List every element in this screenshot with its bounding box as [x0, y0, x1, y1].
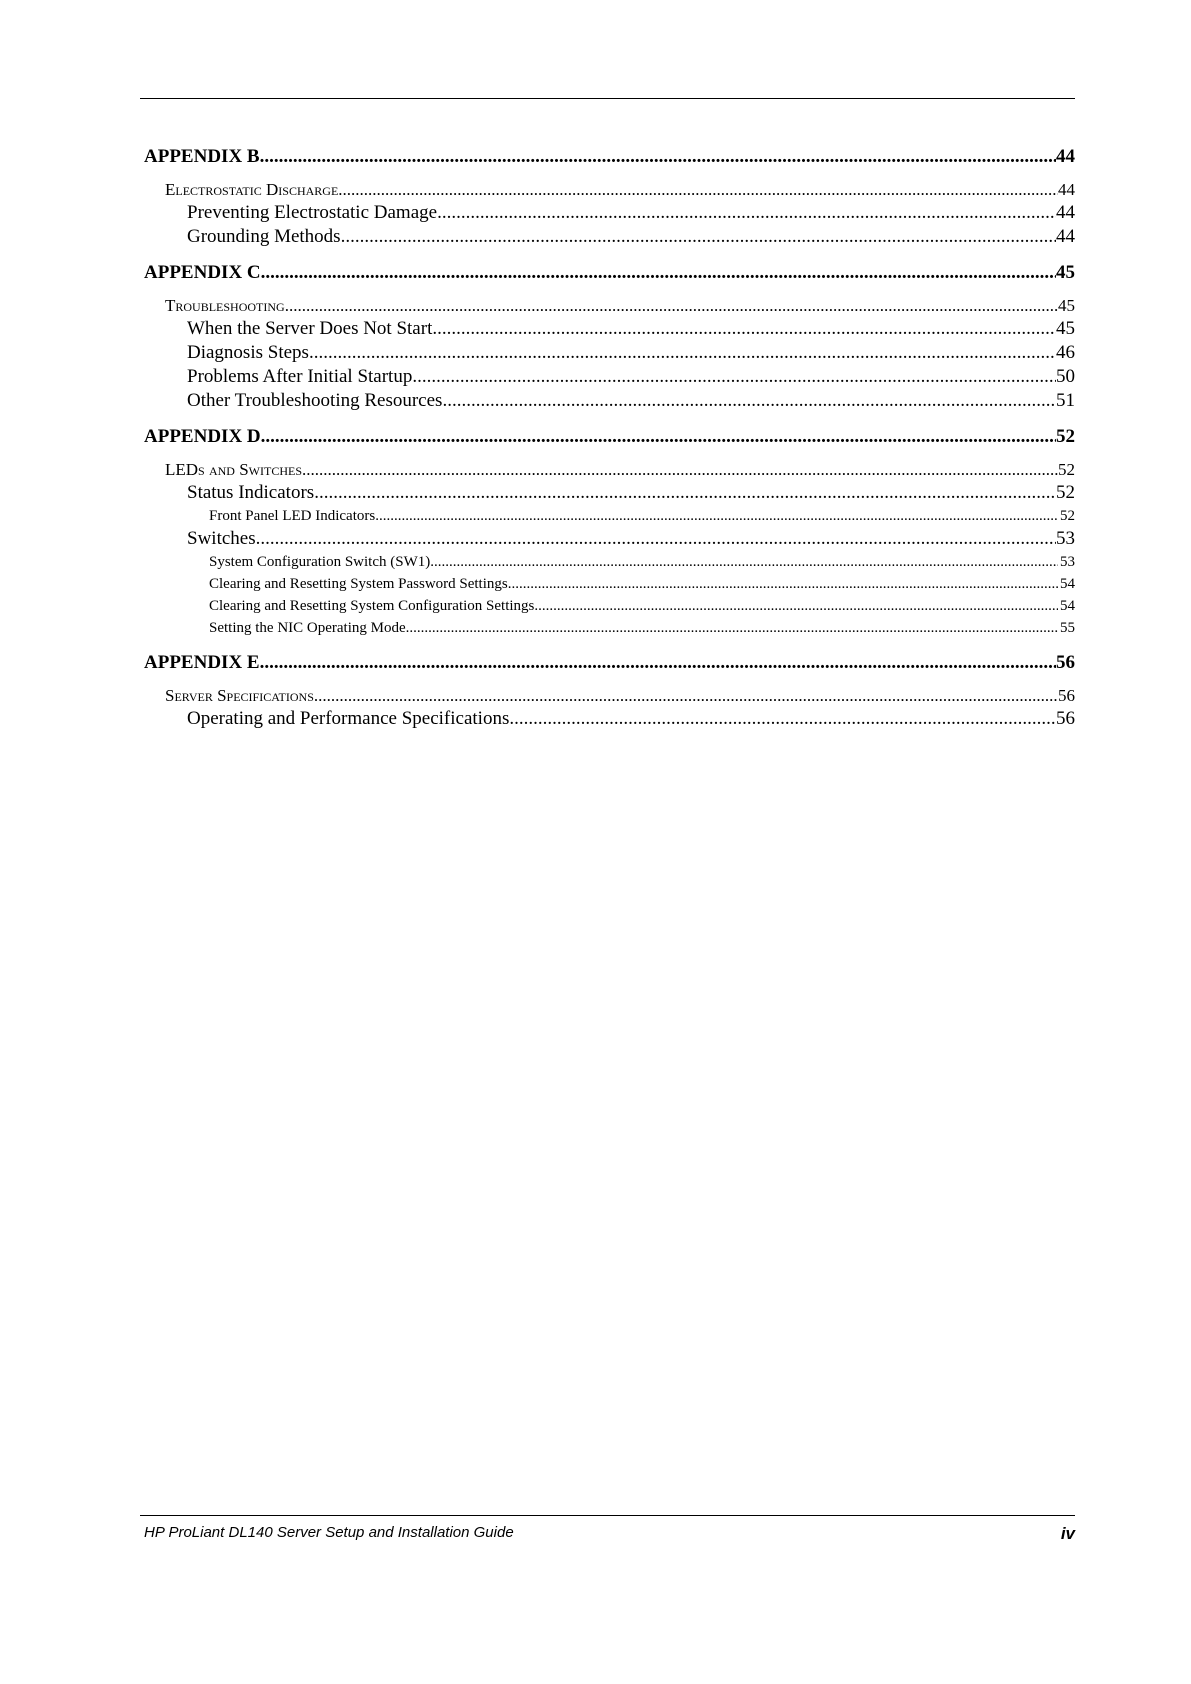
- dot-leader: [338, 179, 1058, 201]
- toc-entry-page-number: 52: [1060, 508, 1075, 524]
- toc-entry-title: Grounding Methods: [187, 226, 341, 247]
- toc-entry-level-3[interactable]: [144, 707, 1075, 731]
- table-of-contents: [144, 145, 1075, 731]
- toc-entry-level-3[interactable]: [144, 225, 1075, 249]
- toc-entry-title: APPENDIX B: [144, 146, 260, 167]
- toc-entry-page-number: 54: [1060, 576, 1075, 592]
- toc-entry-page-number: 56: [1056, 652, 1075, 673]
- toc-entry-page-number: 50: [1056, 366, 1075, 387]
- toc-entry-title: Front Panel LED Indicators: [209, 508, 376, 524]
- dot-leader: [509, 707, 1056, 731]
- toc-entry-page-number: 44: [1056, 226, 1075, 247]
- dot-leader: [375, 505, 1058, 527]
- dot-leader: [261, 261, 1056, 285]
- footer-rule: [140, 1515, 1075, 1516]
- toc-entry-level-4[interactable]: [144, 595, 1075, 617]
- toc-entry-level-1[interactable]: [144, 261, 1075, 285]
- toc-entry-title: Diagnosis Steps: [187, 342, 309, 363]
- dot-leader: [256, 527, 1056, 551]
- toc-entry-page-number: 44: [1058, 180, 1075, 199]
- dot-leader: [314, 481, 1056, 505]
- toc-entry-level-4[interactable]: [144, 573, 1075, 595]
- toc-entry-level-3[interactable]: [144, 481, 1075, 505]
- dot-leader: [309, 341, 1056, 365]
- toc-entry-title: Clearing and Resetting System Password Settings: [209, 576, 508, 592]
- toc-entry-page-number: 52: [1056, 482, 1075, 503]
- toc-entry-page-number: 56: [1056, 708, 1075, 729]
- toc-entry-page-number: 45: [1056, 318, 1075, 339]
- footer-page-number: iv: [1060, 1524, 1075, 1543]
- toc-entry-title: APPENDIX C: [144, 262, 261, 283]
- page-footer: [144, 1524, 1075, 1544]
- dot-leader: [442, 389, 1056, 413]
- toc-entry-page-number: 44: [1056, 146, 1075, 167]
- dot-leader: [430, 551, 1058, 573]
- toc-entry-title: Preventing Electrostatic Damage: [187, 202, 438, 223]
- toc-entry-level-3[interactable]: [144, 389, 1075, 413]
- toc-entry-title: Status Indicators: [187, 482, 315, 503]
- toc-entry-level-3[interactable]: [144, 365, 1075, 389]
- dot-leader: [314, 685, 1058, 707]
- dot-leader: [302, 459, 1058, 481]
- toc-entry-level-4[interactable]: [144, 505, 1075, 527]
- toc-entry-level-4[interactable]: [144, 551, 1075, 573]
- toc-entry-page-number: 44: [1056, 202, 1075, 223]
- toc-entry-title: Troubleshooting: [165, 296, 285, 315]
- footer-document-title: HP ProLiant DL140 Server Setup and Installation Guide: [144, 1524, 514, 1541]
- toc-entry-title: APPENDIX D: [144, 426, 261, 447]
- toc-entry-level-3[interactable]: [144, 527, 1075, 551]
- toc-entry-page-number: 52: [1058, 460, 1075, 479]
- toc-entry-level-2[interactable]: [144, 295, 1075, 317]
- toc-entry-page-number: 55: [1060, 620, 1075, 636]
- toc-entry-title: Server Specifications: [165, 686, 314, 705]
- toc-entry-level-3[interactable]: [144, 317, 1075, 341]
- toc-entry-level-1[interactable]: [144, 651, 1075, 675]
- toc-entry-title: Other Troubleshooting Resources: [187, 390, 443, 411]
- dot-leader: [432, 317, 1056, 341]
- dot-leader: [260, 651, 1056, 675]
- toc-entry-page-number: 54: [1060, 598, 1075, 614]
- toc-entry-page-number: 46: [1056, 342, 1075, 363]
- toc-entry-title: Operating and Performance Specifications: [187, 708, 510, 729]
- toc-entry-level-2[interactable]: [144, 459, 1075, 481]
- toc-entry-title: APPENDIX E: [144, 652, 260, 673]
- toc-entry-title: When the Server Does Not Start: [187, 318, 433, 339]
- dot-leader: [412, 365, 1056, 389]
- dot-leader: [285, 295, 1058, 317]
- dot-leader: [534, 595, 1058, 617]
- toc-entry-title: System Configuration Switch (SW1): [209, 554, 431, 570]
- toc-entry-level-1[interactable]: [144, 425, 1075, 449]
- toc-entry-page-number: 52: [1056, 426, 1075, 447]
- toc-entry-level-4[interactable]: [144, 617, 1075, 639]
- toc-entry-title: Setting the NIC Operating Mode: [209, 620, 406, 636]
- toc-entry-page-number: 53: [1060, 554, 1075, 570]
- toc-entry-title: Electrostatic Discharge: [165, 180, 339, 199]
- toc-entry-page-number: 53: [1056, 528, 1075, 549]
- toc-entry-page-number: 45: [1056, 262, 1075, 283]
- dot-leader: [341, 225, 1056, 249]
- toc-entry-title: Clearing and Resetting System Configuration Settings: [209, 598, 535, 614]
- dot-leader: [437, 201, 1056, 225]
- toc-entry-level-3[interactable]: [144, 341, 1075, 365]
- toc-entry-page-number: 51: [1056, 390, 1075, 411]
- dot-leader: [508, 573, 1058, 595]
- toc-entry-title: LEDs and Switches: [165, 460, 302, 479]
- toc-entry-level-1[interactable]: [144, 145, 1075, 169]
- toc-entry-title: Problems After Initial Startup: [187, 366, 413, 387]
- dot-leader: [260, 145, 1056, 169]
- toc-entry-page-number: 56: [1058, 686, 1075, 705]
- dot-leader: [261, 425, 1056, 449]
- toc-entry-page-number: 45: [1058, 296, 1075, 315]
- dot-leader: [406, 617, 1058, 639]
- toc-entry-level-2[interactable]: [144, 685, 1075, 707]
- toc-entry-level-2[interactable]: [144, 179, 1075, 201]
- toc-entry-title: Switches: [187, 528, 256, 549]
- toc-entry-level-3[interactable]: [144, 201, 1075, 225]
- header-rule: [140, 98, 1075, 99]
